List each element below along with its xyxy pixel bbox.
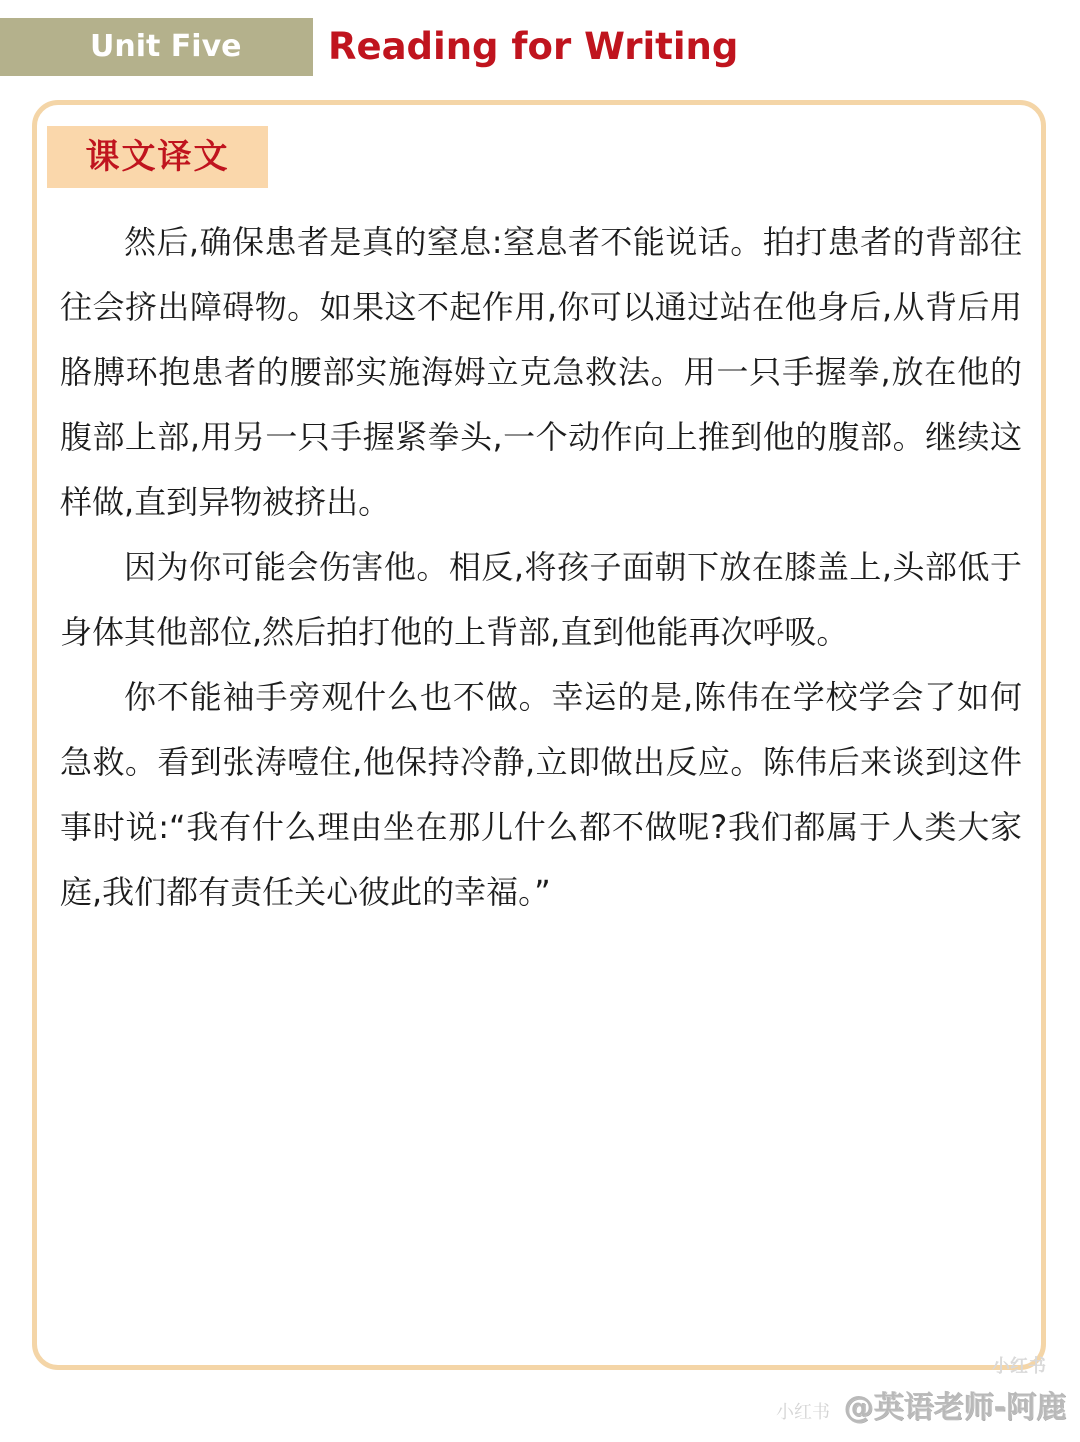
paragraph: 你不能袖手旁观什么也不做。幸运的是,陈伟在学校学会了如何急救。看到张涛噎住,他保持冷静,立即做出反应。陈伟后来谈到这件事时说:“我有什么理由坐在那儿什么都不做呢?我们都属于人类大家庭,我们都有责任关心彼此的幸福。” <box>60 678 1022 911</box>
translation-text <box>60 210 1022 925</box>
paragraph: 然后,确保患者是真的窒息:窒息者不能说话。拍打患者的背部往往会挤出障碍物。如果这不起作用,你可以通过站在他身后,从背后用胳膊环抱患者的腰部实施海姆立克急救法。用一只手握拳,放在他的腹部上部,用另一只手握紧拳头,一个动作向上推到他的腹部。继续这样做,直到异物被挤出。 <box>60 223 1022 521</box>
page-title: Reading for Writing <box>328 25 739 68</box>
paragraph: 因为你可能会伤害他。相反,将孩子面朝下放在膝盖上,头部低于身体其他部位,然后拍打他的上背部,直到他能再次呼吸。 <box>60 548 1022 651</box>
xiaohongshu-logo-icon: 小红书 <box>992 1356 1046 1377</box>
faint-watermark-icon: 小红书 <box>776 1402 830 1423</box>
unit-tab: Unit Five <box>0 18 313 76</box>
author-watermark: @英语老师-阿鹿 <box>843 1390 1066 1425</box>
section-label: 课文译文 <box>47 126 268 188</box>
